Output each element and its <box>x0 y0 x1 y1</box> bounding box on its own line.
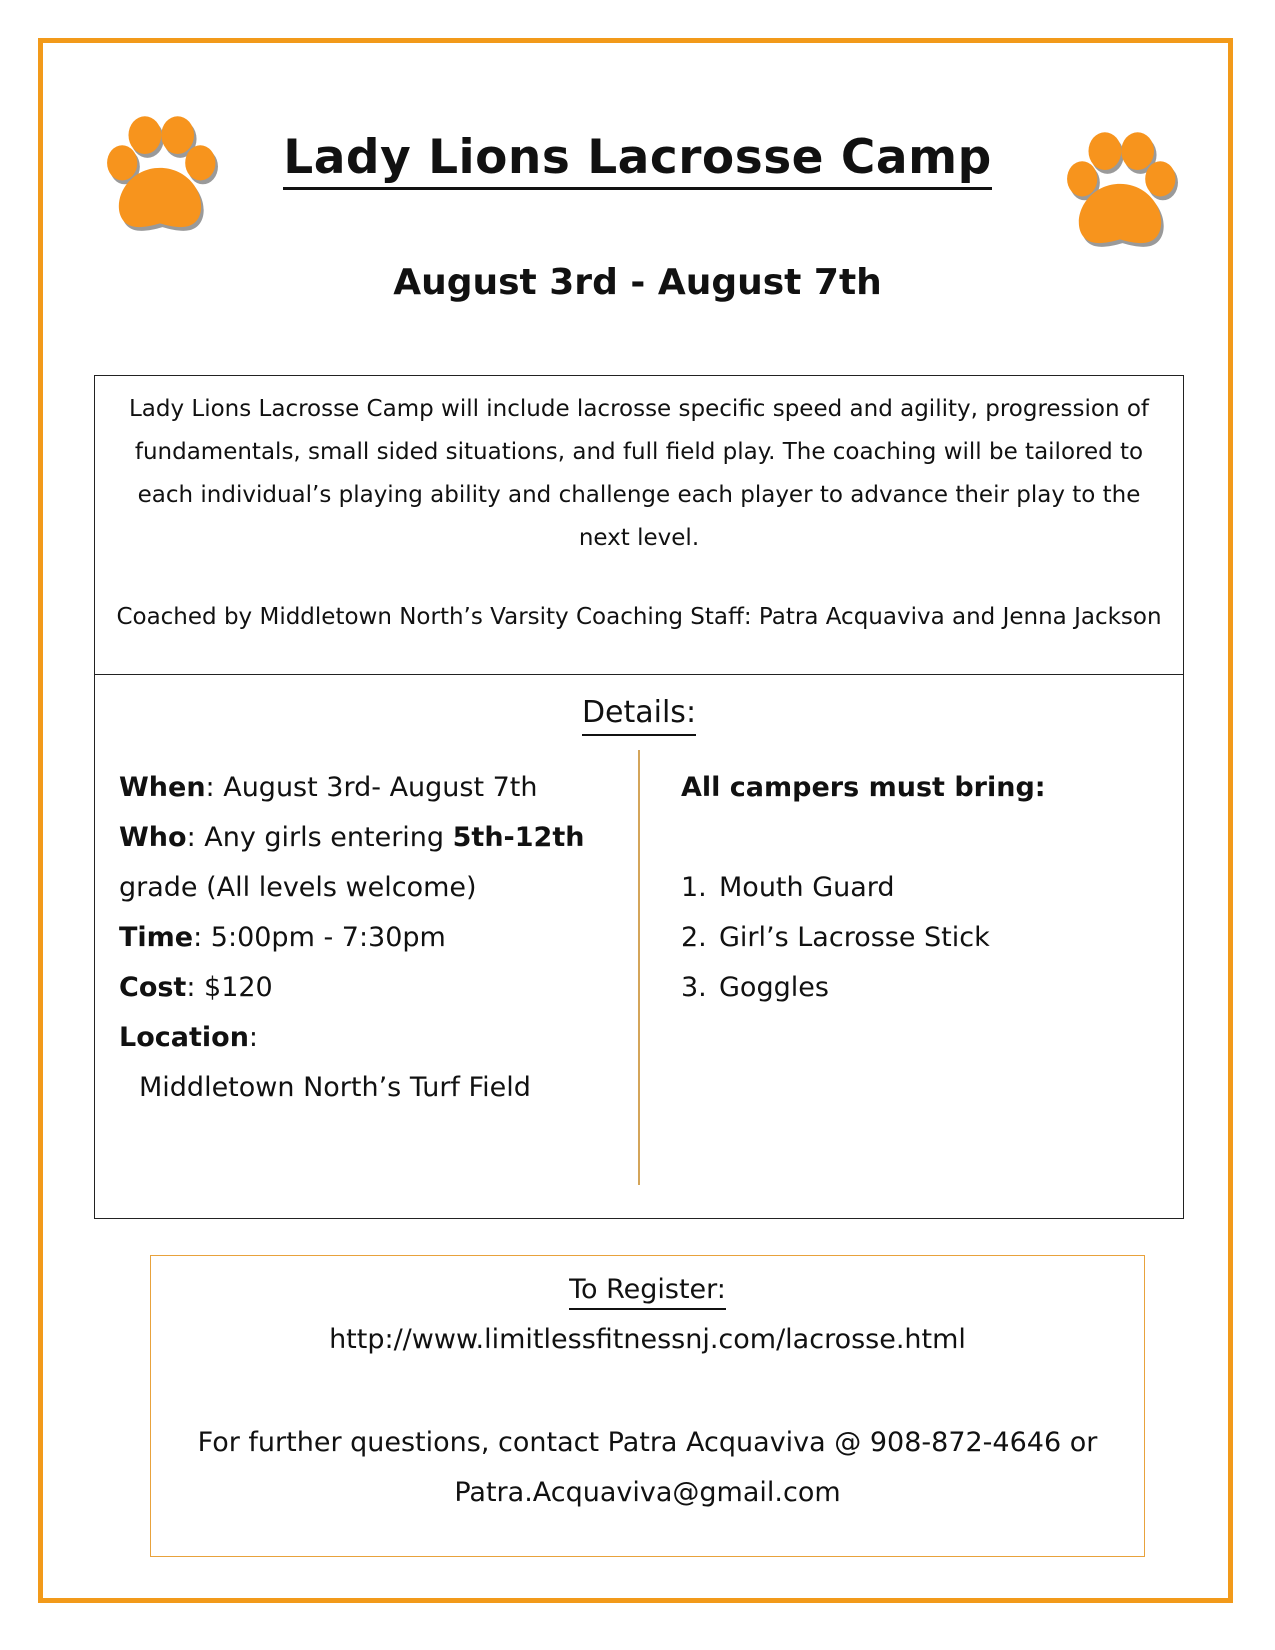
list-item <box>681 963 1141 1013</box>
list-item <box>681 863 1141 913</box>
intro-description: Lady Lions Lacrosse Camp will include lacrosse specific speed and agility, progression of fundamentals, small sided situations, and full field play. The coaching will be tailored to each individual’s playing ability and challenge each player to advance their play to the next level. <box>128 396 1150 551</box>
details-box <box>94 674 1184 1219</box>
list-item-number: 1. <box>681 872 707 903</box>
who-label: Who <box>119 822 187 853</box>
detail-time <box>119 913 599 963</box>
page-title <box>0 130 1275 185</box>
contact-email[interactable]: Patra.Acquaviva@gmail.com <box>454 1477 841 1508</box>
who-grade-range: 5th-12th <box>452 822 585 853</box>
detail-who-continued: grade (All levels welcome) <box>119 872 477 903</box>
detail-when <box>119 763 599 813</box>
location-value: Middletown North’s Turf Field <box>139 1072 531 1103</box>
details-list <box>119 763 599 1113</box>
detail-cost <box>119 963 599 1013</box>
location-label: Location <box>119 1022 249 1053</box>
cost-value: : $120 <box>186 972 273 1003</box>
cost-label: Cost <box>119 972 187 1003</box>
details-heading-text: Details: <box>582 695 696 736</box>
time-value: : 5:00pm - 7:30pm <box>193 922 446 953</box>
details-heading <box>95 695 1183 730</box>
when-value: : August 3rd- August 7th <box>205 772 538 803</box>
who-value: : Any girls entering <box>186 822 453 853</box>
location-colon: : <box>248 1022 259 1053</box>
contact-line-phone: For further questions, contact Patra Acquaviva @ 908-872-4646 or <box>197 1427 1098 1458</box>
list-item-label: Goggles <box>719 972 829 1003</box>
when-label: When <box>119 772 206 803</box>
time-label: Time <box>119 922 194 953</box>
list-item-number: 3. <box>681 972 707 1003</box>
intro-box <box>94 375 1184 675</box>
register-box <box>150 1255 1145 1557</box>
contact-info <box>151 1418 1144 1518</box>
bring-heading: All campers must bring: <box>681 772 1046 803</box>
camp-dates: August 3rd - August 7th <box>393 262 882 303</box>
register-url[interactable]: http://www.limitlessfitnessnj.com/lacrosse.html <box>329 1324 966 1355</box>
bring-section <box>681 763 1141 1013</box>
title-text: Lady Lions Lacrosse Camp <box>283 130 991 190</box>
bring-list <box>681 863 1141 1013</box>
list-item-number: 2. <box>681 922 707 953</box>
list-item-label: Mouth Guard <box>719 872 895 903</box>
detail-who <box>119 813 599 863</box>
column-divider <box>638 750 640 1185</box>
list-item-label: Girl’s Lacrosse Stick <box>719 922 990 953</box>
coached-by: Coached by Middletown North’s Varsity Coaching Staff: Patra Acquaviva and Jenna Jackson <box>116 604 1162 630</box>
register-heading <box>151 1274 1144 1305</box>
register-heading-text: To Register: <box>569 1274 726 1310</box>
list-item <box>681 913 1141 963</box>
detail-location <box>119 1013 599 1063</box>
